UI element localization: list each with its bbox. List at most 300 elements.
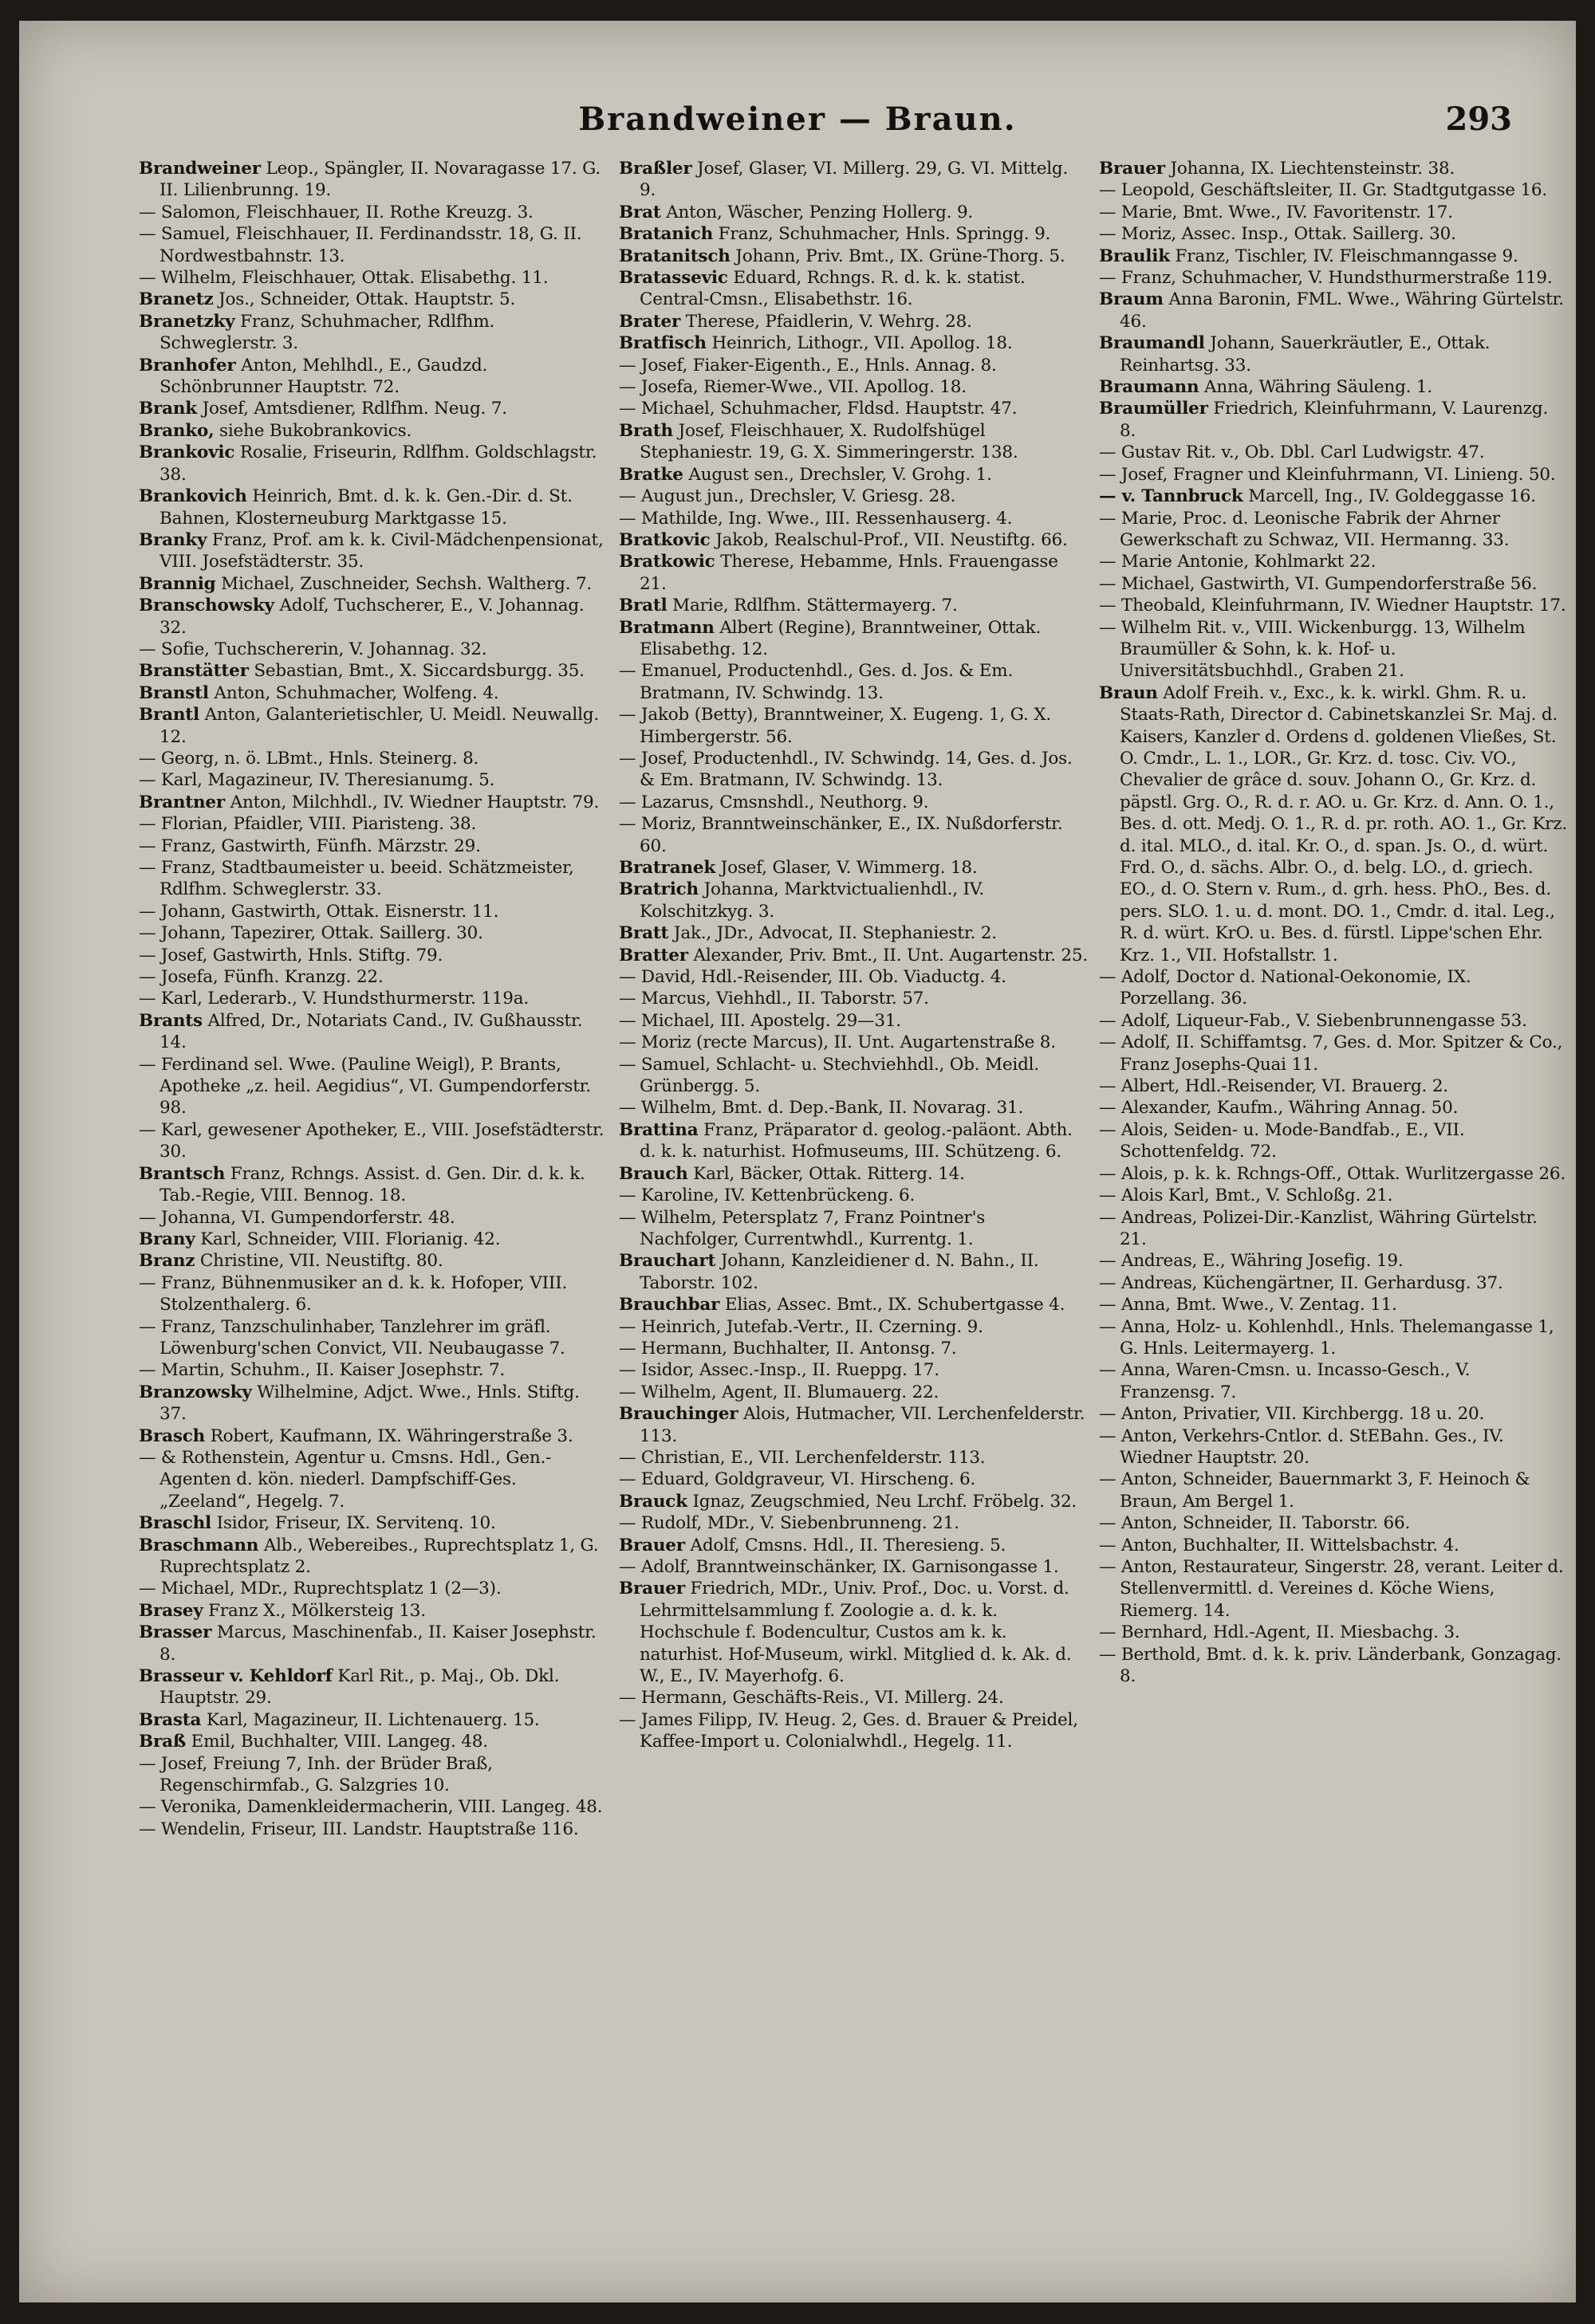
entry-details: — Johanna, VI. Gumpendorferstr. 48. — [139, 1207, 455, 1228]
entry-details: — Alois, Seiden- u. Mode-Bandfab., E., VII. Schottenfeldg. 72. — [1099, 1119, 1465, 1162]
entry-details: — Berthold, Bmt. d. k. k. priv. Länderbank, Gonzagag. 8. — [1099, 1644, 1562, 1687]
entry-details: Johanna, IX. Liechtensteinstr. 38. — [1164, 159, 1455, 179]
directory-entry — [139, 639, 608, 660]
directory-entry — [139, 1753, 608, 1797]
directory-entry — [619, 595, 1088, 616]
entry-surname: Branzowsky — [139, 1382, 252, 1402]
entry-details: — Florian, Pfaidler, VIII. Piaristeng. 38. — [139, 814, 477, 835]
directory-entry — [619, 1447, 1088, 1469]
entry-details: Eduard, Rchngs. R. d. k. k. statist. Central-Cmsn., Elisabethstr. 16. — [640, 268, 1026, 310]
entry-details: Alfred, Dr., Notariats Cand., IV. Gußhausstr. 14. — [160, 1010, 583, 1053]
entry-surname: Brank — [139, 399, 197, 419]
entry-surname: Braum — [1099, 289, 1164, 310]
directory-entry — [139, 922, 608, 944]
entry-details: Adolf, Tuchscherer, E., V. Johannag. 32. — [160, 596, 585, 638]
directory-entry — [139, 813, 608, 835]
directory-entry — [1099, 158, 1568, 179]
entry-details: Alexander, Priv. Bmt., II. Unt. Augartenstr. 25. — [687, 945, 1088, 965]
directory-entry — [1099, 1359, 1568, 1403]
directory-entry — [1099, 1185, 1568, 1206]
directory-entry — [1099, 267, 1568, 289]
entry-details: — Anton, Buchhalter, II. Wittelsbachstr. 4. — [1099, 1535, 1459, 1555]
entry-details: — Emanuel, Productenhdl., Ges. d. Jos. & Em. Bratmann, IV. Schwindg. 13. — [619, 661, 1014, 703]
entry-details: Wilhelmine, Adjct. Wwe., Hnls. Stiftg. 37. — [160, 1382, 580, 1425]
entry-details: — Samuel, Fleischhauer, II. Ferdinandsstr. 18, G. II. Nordwestbahnstr. 13. — [139, 224, 582, 266]
directory-entry — [619, 1250, 1088, 1294]
directory-entry — [139, 223, 608, 267]
directory-entry — [619, 945, 1088, 966]
entry-surname: Brauck — [619, 1491, 687, 1512]
entry-surname: Bratl — [619, 596, 668, 616]
entry-surname: Braun — [1099, 682, 1158, 703]
running-head: Brandweiner — Braun. — [578, 100, 1017, 138]
entry-details: — Karl, Lederarb., V. Hundsthurmerstr. 119a. — [139, 989, 529, 1009]
directory-entry — [139, 1512, 608, 1534]
directory-entry — [619, 1687, 1088, 1709]
entry-surname: Braumüller — [1099, 399, 1208, 419]
entry-surname: Brasser — [139, 1622, 212, 1643]
entry-details: Friedrich, MDr., Univ. Prof., Doc. u. Vorst. d. Lehrmittelsammlung f. Zoologie a. d. k. k. Hochschule f. Bodencultur, Custos am k. k. naturhist. Hof-Museum, wirkl. Mitglied d. k. Ak. d. W., E., IV. Mayerhofg. 6. — [640, 1579, 1072, 1687]
directory-entry — [619, 529, 1088, 551]
directory-entry — [1099, 1403, 1568, 1425]
directory-entry — [139, 1010, 608, 1054]
entry-surname: Branstätter — [139, 661, 249, 682]
directory-entry — [619, 1535, 1088, 1556]
directory-entry — [1099, 508, 1568, 552]
entry-details: Alb., Webereibes., Ruprechtsplatz 1, G. Ruprechtsplatz 2. — [160, 1535, 599, 1577]
entry-details: — Moriz (recte Marcus), II. Unt. Augartenstraße 8. — [619, 1032, 1056, 1053]
directory-entry — [619, 966, 1088, 988]
entry-details: Anna Baronin, FML. Wwe., Währing Gürtelstr. 46. — [1120, 289, 1564, 332]
directory-entry — [1099, 289, 1568, 332]
directory-entry — [1099, 1163, 1568, 1185]
directory-entry — [139, 1054, 608, 1119]
entry-details: — Andreas, E., Währing Josefig. 19. — [1099, 1251, 1404, 1272]
entry-details: — Josefa, Riemer-Wwe., VII. Apollog. 18. — [619, 377, 967, 398]
entry-details: Christine, VII. Neustiftg. 80. — [195, 1251, 443, 1272]
directory-entry — [1099, 1556, 1568, 1622]
directory-entry — [619, 704, 1088, 748]
directory-entry — [1099, 1032, 1568, 1075]
entry-surname: Brattina — [619, 1119, 699, 1140]
entry-surname: Brauer — [1099, 159, 1165, 179]
entry-details: — Leopold, Geschäftsleiter, II. Gr. Stadtgutgasse 16. — [1099, 180, 1548, 201]
entry-details: Jak., JDr., Advocat, II. Stephaniestr. 2. — [668, 923, 997, 944]
entry-surname: Brauer — [619, 1579, 685, 1599]
directory-entry — [139, 202, 608, 223]
directory-entry — [139, 988, 608, 1009]
directory-entry — [139, 573, 608, 595]
directory-entry — [139, 901, 608, 922]
entry-details: Therese, Hebamme, Hnls. Frauengasse 21. — [640, 552, 1058, 594]
directory-entry — [619, 922, 1088, 944]
entry-details: Jakob, Realschul-Prof., VII. Neustiftg. 66. — [710, 529, 1068, 550]
entry-details: — Karl, Magazineur, IV. Theresianumg. 5. — [139, 770, 495, 791]
entry-details: Friedrich, Kleinfuhrmann, V. Laurenzg. 8. — [1120, 399, 1549, 441]
entry-details: — Josef, Freiung 7, Inh. der Brüder Braß, Regenschirmfab., G. Salzgries 10. — [139, 1753, 493, 1796]
directory-entry — [139, 311, 608, 355]
entry-details: — Anna, Holz- u. Kohlenhdl., Hnls. Thelemangasse 1, G. Hnls. Leitermayerg. 1. — [1099, 1316, 1554, 1359]
entry-details: — Sofie, Tuchschererin, V. Johannag. 32. — [139, 639, 487, 659]
entry-details: — Ferdinand sel. Wwe. (Pauline Weigl), P. Brants, Apotheke „z. heil. Aegidius“, VI. Gumpendorferstr. 98. — [139, 1054, 592, 1119]
directory-entry — [139, 660, 608, 682]
entry-details: — Andreas, Küchengärtner, II. Gerhardusg. 37. — [1099, 1272, 1503, 1293]
entry-surname: Brantl — [139, 705, 199, 726]
entry-details: — Michael, Gastwirth, VI. Gumpendorferstraße 56. — [1099, 573, 1538, 594]
directory-entry — [1099, 1535, 1568, 1556]
directory-entry — [619, 1163, 1088, 1185]
entry-surname: Brasey — [139, 1600, 203, 1621]
entry-details: Albert (Regine), Branntweiner, Ottak. Elisabethg. 12. — [640, 617, 1042, 659]
entry-surname: Bratmann — [619, 617, 715, 638]
directory-entry — [139, 792, 608, 813]
directory-entry — [1099, 617, 1568, 682]
entry-surname: Branky — [139, 529, 207, 550]
directory-entry — [619, 223, 1088, 245]
directory-entry — [619, 1709, 1088, 1753]
entry-surname: Branz — [139, 1251, 195, 1272]
directory-entry — [619, 1010, 1088, 1032]
directory-entry — [1099, 179, 1568, 201]
entry-details: Franz, Präparator d. geolog.-paläont. Abth. d. k. k. naturhist. Hofmuseums, III. Schützeng. 6. — [640, 1119, 1073, 1162]
entry-details: — Salomon, Fleischhauer, II. Rothe Kreuzg. 3. — [139, 202, 534, 222]
entry-details: — Josefa, Fünfh. Kranzg. 22. — [139, 967, 384, 988]
page-number: 293 — [1445, 100, 1512, 138]
entry-details: Franz X., Mölkersteig 13. — [203, 1600, 426, 1621]
directory-entry — [1099, 1425, 1568, 1469]
directory-entry — [139, 1622, 608, 1665]
entry-details: — Heinrich, Jutefab.-Vertr., II. Czerning. 9. — [619, 1316, 983, 1337]
entry-details: — Jakob (Betty), Branntweiner, X. Eugeng. 1, G. X. Himbergerstr. 56. — [619, 705, 1051, 747]
directory-entry — [139, 420, 608, 442]
directory-entry — [139, 1359, 608, 1381]
entry-details: — Karl, gewesener Apotheker, E., VIII. Josefstädterstr. 30. — [139, 1119, 605, 1162]
entry-details: Elias, Assec. Bmt., IX. Schubertgasse 4. — [719, 1295, 1065, 1315]
directory-entry — [139, 836, 608, 857]
entry-details: — Johann, Tapezirer, Ottak. Saillerg. 30. — [139, 923, 483, 944]
entry-details: — Veronika, Damenkleidermacherin, VIII. Langeg. 48. — [139, 1797, 603, 1818]
entry-details: — Wilhelm, Agent, II. Blumauerg. 22. — [619, 1382, 939, 1402]
entry-surname: Bratranek — [619, 858, 716, 878]
entry-details: Isidor, Friseur, IX. Servitenq. 10. — [211, 1513, 496, 1534]
entry-surname: Branetzky — [139, 311, 235, 332]
directory-entry — [139, 158, 608, 202]
entry-details: — Samuel, Schlacht- u. Stechviehhdl., Ob. Meidl. Grünbergg. 5. — [619, 1054, 1039, 1097]
entry-details: Anton, Milchhdl., IV. Wiedner Hauptstr. 79. — [225, 792, 600, 812]
directory-entry — [139, 529, 608, 573]
entry-surname: Bratfisch — [619, 333, 707, 354]
directory-entry — [139, 1709, 608, 1731]
entry-surname: Braumandl — [1099, 333, 1205, 354]
entry-details: — Anna, Bmt. Wwe., V. Zentag. 11. — [1099, 1295, 1397, 1315]
entry-surname: Brants — [139, 1010, 203, 1031]
entry-details: Marcus, Maschinenfab., II. Kaiser Josephstr. 8. — [160, 1622, 597, 1665]
directory-entry — [619, 857, 1088, 879]
directory-entry — [139, 1207, 608, 1229]
entry-details: — Josef, Fiaker-Eigenth., E., Hnls. Annag. 8. — [619, 355, 997, 376]
column-2 — [619, 158, 1088, 2279]
directory-entry — [1099, 551, 1568, 572]
entry-surname: Brauchbar — [619, 1295, 720, 1315]
directory-entry — [139, 289, 608, 310]
directory-entry — [139, 1535, 608, 1579]
directory-entry — [139, 945, 608, 966]
directory-entry — [139, 1272, 608, 1316]
directory-entry — [1099, 464, 1568, 486]
column-3 — [1099, 158, 1568, 2279]
directory-entry — [1099, 1644, 1568, 1688]
entry-details: — Karoline, IV. Kettenbrückeng. 6. — [619, 1186, 916, 1206]
entry-surname: Brauch — [619, 1163, 688, 1184]
entry-details: — Alois, p. k. k. Rchngs-Off., Ottak. Wurlitzergasse 26. — [1099, 1163, 1566, 1184]
directory-entry — [619, 376, 1088, 398]
directory-entry — [1099, 376, 1568, 398]
entry-surname: Brany — [139, 1229, 195, 1249]
entry-details: — Alois Karl, Bmt., V. Schloßg. 21. — [1099, 1186, 1393, 1206]
entry-details: Franz, Schuhmacher, Rdlfhm. Schweglerstr. 3. — [160, 311, 495, 354]
entry-details: — Rudolf, MDr., V. Siebenbrunneng. 21. — [619, 1513, 959, 1534]
entry-details: Anton, Galanterietischler, U. Meidl. Neuwallg. 12. — [160, 705, 599, 747]
directory-entry — [1099, 202, 1568, 223]
directory-entry — [1099, 486, 1568, 507]
entry-surname: Branko, — [139, 420, 215, 441]
entry-details: — Christian, E., VII. Lerchenfelderstr. 113. — [619, 1447, 986, 1468]
directory-entry — [139, 748, 608, 769]
entry-details: Franz, Rchngs. Assist. d. Gen. Dir. d. k. k. Tab.-Regie, VIII. Bennog. 18. — [160, 1163, 585, 1206]
entry-details: Franz, Prof. am k. k. Civil-Mädchenpensionat, VIII. Josefstädterstr. 35. — [160, 529, 604, 572]
entry-details: Robert, Kaufmann, IX. Währingerstraße 3. — [205, 1425, 573, 1446]
entry-surname: Braschmann — [139, 1535, 259, 1555]
entry-details: — Anton, Restaurateur, Singerstr. 28, verant. Leiter d. Stellenvermittl. d. Vereines d. Köche Wiens, Riemerg. 14. — [1099, 1557, 1564, 1621]
entry-details: Johanna, Marktvictualienhdl., IV. Kolschitzkyg. 3. — [640, 879, 984, 922]
entry-details: — Michael, MDr., Ruprechtsplatz 1 (2—3). — [139, 1579, 502, 1599]
entry-details: — Franz, Bühnenmusiker an d. k. k. Hofoper, VIII. Stolzenthalerg. 6. — [139, 1272, 568, 1315]
directory-entry — [619, 1119, 1088, 1163]
entry-details: — Hermann, Buchhalter, II. Antonsg. 7. — [619, 1338, 957, 1359]
entry-details: Josef, Glaser, VI. Millerg. 29, G. VI. Mittelg. 9. — [640, 159, 1069, 201]
entry-surname: Branstl — [139, 682, 209, 703]
directory-entry — [619, 660, 1088, 704]
entry-details: — Andreas, Polizei-Dir.-Kanzlist, Währing Gürtelstr. 21. — [1099, 1207, 1538, 1249]
directory-entry — [619, 398, 1088, 419]
entry-details: Marie, Rdlfhm. Stättermayerg. 7. — [667, 596, 958, 616]
entry-details: Josef, Glaser, V. Wimmerg. 18. — [715, 858, 978, 878]
directory-entry — [619, 202, 1088, 223]
entry-details: — Anton, Verkehrs-Cntlor. d. StEBahn. Ges., IV. Wiedner Hauptstr. 20. — [1099, 1425, 1504, 1468]
entry-details: Franz, Tischler, IV. Fleischmanngasse 9. — [1169, 246, 1518, 266]
entry-surname: Braschl — [139, 1513, 212, 1534]
entry-details: — Lazarus, Cmsnshdl., Neuthorg. 9. — [619, 792, 929, 812]
directory-entry — [619, 813, 1088, 857]
entry-details: Anton, Schuhmacher, Wolfeng. 4. — [208, 682, 499, 703]
entry-surname: Brauchinger — [619, 1404, 738, 1425]
entry-details: Sebastian, Bmt., X. Siccardsburgg. 35. — [248, 661, 585, 682]
entry-details: — Anton, Privatier, VII. Kirchbergg. 18 u. 20. — [1099, 1404, 1485, 1425]
directory-entry — [619, 246, 1088, 267]
entry-details: — Georg, n. ö. LBmt., Hnls. Steinerg. 8. — [139, 748, 479, 769]
entry-details: Michael, Zuschneider, Sechsh. Waltherg. 7. — [215, 573, 593, 594]
entry-details: — Moriz, Branntweinschänker, E., IX. Nußdorferstr. 60. — [619, 814, 1063, 856]
directory-entry — [619, 617, 1088, 661]
directory-entry — [619, 1578, 1088, 1687]
directory-entry — [619, 332, 1088, 354]
directory-entry — [619, 1556, 1088, 1578]
entry-details: Johann, Priv. Bmt., IX. Grüne-Thorg. 5. — [730, 246, 1065, 266]
directory-entry — [139, 857, 608, 901]
directory-entry — [619, 792, 1088, 813]
entry-surname: Bratkowic — [619, 552, 715, 572]
entry-details: Rosalie, Friseurin, Rdlfhm. Goldschlagstr. 38. — [160, 442, 597, 485]
directory-entry — [1099, 1010, 1568, 1032]
directory-entry — [139, 1447, 608, 1512]
directory-entry — [1099, 1119, 1568, 1163]
entry-surname: Brantsch — [139, 1163, 226, 1184]
column-1 — [139, 158, 608, 2279]
entry-surname: Bratrich — [619, 879, 699, 900]
entry-details: Karl, Schneider, VIII. Florianig. 42. — [195, 1229, 501, 1249]
directory-entry — [619, 1294, 1088, 1315]
entry-surname: Branschowsky — [139, 596, 274, 616]
directory-entry — [619, 1382, 1088, 1403]
directory-entry — [1099, 595, 1568, 616]
entry-surname: Bratkovic — [619, 529, 711, 550]
entry-details: Josef, Amtsdiener, Rdlfhm. Neug. 7. — [196, 399, 507, 419]
entry-details: Heinrich, Lithogr., VII. Apollog. 18. — [706, 333, 1013, 354]
entry-details: — Adolf, II. Schiffamtsg. 7, Ges. d. Mor. Spitzer & Co., Franz Josephs-Quai 11. — [1099, 1032, 1563, 1075]
directory-entry — [139, 1250, 608, 1272]
directory-entry — [139, 398, 608, 419]
directory-entry — [619, 1054, 1088, 1098]
directory-entry — [1099, 966, 1568, 1010]
directory-entry — [139, 267, 608, 289]
directory-entry — [139, 1796, 608, 1818]
directory-entry — [619, 1207, 1088, 1251]
entry-details: — Anna, Waren-Cmsn. u. Incasso-Gesch., V. Franzensg. 7. — [1099, 1360, 1471, 1402]
entry-details: — Franz, Schuhmacher, V. Hundsthurmerstraße 119. — [1099, 268, 1553, 289]
directory-entry — [619, 420, 1088, 464]
directory-entry — [139, 1229, 608, 1250]
directory-entry — [619, 1403, 1088, 1447]
directory-entry — [619, 1316, 1088, 1338]
entry-surname: Branhofer — [139, 355, 236, 376]
entry-details: — Marie, Proc. d. Leonische Fabrik der Ahrner Gewerkschaft zu Schwaz, VII. Hermanng. 33. — [1099, 508, 1510, 550]
entry-surname: Bratter — [619, 945, 688, 965]
directory-entry — [139, 355, 608, 399]
entry-surname: Brankovic — [139, 442, 235, 463]
directory-entry — [139, 442, 608, 486]
entry-details: — Anton, Schneider, Bauernmarkt 3, F. Heinoch & Braun, Am Bergel 1. — [1099, 1469, 1530, 1512]
directory-entry — [1099, 223, 1568, 245]
entry-details: — & Rothenstein, Agentur u. Cmsns. Hdl., Gen.-Agenten d. kön. niederl. Dampfschiff-Ges. „Zeeland“, Hegelg. 7. — [139, 1447, 552, 1512]
directory-entry — [139, 1819, 608, 1840]
directory-entry — [619, 311, 1088, 332]
page-header — [19, 100, 1576, 148]
directory-entry — [619, 1469, 1088, 1490]
entry-surname: Braumann — [1099, 377, 1199, 398]
directory-entry — [1099, 1075, 1568, 1097]
entry-details: — Martin, Schuhm., II. Kaiser Josephstr. 7. — [139, 1360, 506, 1381]
entry-details: Leop., Spängler, II. Novaragasse 17. G. II. Lilienbrunng. 19. — [160, 159, 601, 201]
directory-entry — [139, 1119, 608, 1163]
entry-details: — Josef, Productenhdl., IV. Schwindg. 14, Ges. d. Jos. & Em. Bratmann, IV. Schwindg. 13. — [619, 748, 1073, 791]
directory-entry — [1099, 1097, 1568, 1119]
entry-surname: Braßler — [619, 159, 692, 179]
entry-details: Karl, Bäcker, Ottak. Ritterg. 14. — [687, 1163, 965, 1184]
entry-surname: Bratassevic — [619, 268, 728, 289]
entry-details: Emil, Buchhalter, VIII. Langeg. 48. — [185, 1732, 488, 1752]
directory-entry — [1099, 442, 1568, 463]
entry-details: — Eduard, Goldgraveur, VI. Hirscheng. 6. — [619, 1469, 976, 1490]
directory-page — [19, 21, 1576, 2302]
entry-details: Johann, Sauerkräutler, E., Ottak. Reinhartsg. 33. — [1120, 333, 1491, 376]
entry-details: Anton, Mehlhdl., E., Gaudzd. Schönbrunner Hauptstr. 72. — [160, 355, 488, 398]
directory-entry — [619, 988, 1088, 1009]
entry-surname: Brasseur v. Kehldorf — [139, 1666, 333, 1687]
directory-entry — [1099, 332, 1568, 376]
directory-entry — [619, 486, 1088, 507]
directory-entry — [1099, 573, 1568, 595]
entry-details: Adolf Freih. v., Exc., k. k. wirkl. Ghm. R. u. Staats-Rath, Director d. Cabinetskanzlei Sr. Maj. d. Kaisers, Kanzler d. Ordens d. goldenen Vließes, St. O. Cmdr., L. 1., LOR., Gr. Krz. d. tosc. Civ. VO., Chevalier de grâce d. souv. Johann O., Gr. Krz. d. päpstl. Grg. O., R. d. r. AO. u. Gr. Krz. d. Ann. O. 1., Bes. d. ott. Medj. O. 1., R. d. pr. roth. AO. 1., Gr. Krz. d. ital. MLO., d. ital. Kr. O., d. span. Js. O., d. würt. Frd. O., d. sächs. Albr. O., d. belg. LO., d. griech. EO., d. O. Stern v. Rum., d. grh. hess. PhO., Bes. d. pers. SLO. 1. u. d. mont. DO. 1., Cmdr. d. ital. Leg., R. d. würt. KrO. u. Bes. d. fürstl. Lippe'schen Ehr. Krz. 1., VII. Hofstallstr. 1. — [1120, 682, 1568, 965]
directory-entry — [1099, 246, 1568, 267]
entry-details: — Wilhelm Rit. v., VIII. Wickenburgg. 13, Wilhelm Braumüller & Sohn, k. k. Hof- u. Universitätsbuchhdl., Graben 21. — [1099, 617, 1526, 682]
directory-entry — [1099, 1294, 1568, 1315]
entry-details: — Wilhelm, Fleischhauer, Ottak. Elisabethg. 11. — [139, 268, 549, 289]
entry-details: — Bernhard, Hdl.-Agent, II. Miesbachg. 3. — [1099, 1622, 1460, 1643]
entry-surname: Brasta — [139, 1709, 202, 1730]
directory-entry — [619, 355, 1088, 376]
entry-surname: Brasch — [139, 1425, 206, 1446]
directory-entry — [619, 508, 1088, 529]
entry-details: Therese, Pfaidlerin, V. Wehrg. 28. — [680, 311, 972, 332]
entry-surname: Brat — [619, 202, 661, 222]
entry-details: — Michael, Schuhmacher, Fldsd. Hauptstr. 47. — [619, 399, 1018, 419]
entry-details: Adolf, Cmsns. Hdl., II. Theresieng. 5. — [684, 1535, 1006, 1555]
directory-entry — [139, 682, 608, 704]
entry-details: — Isidor, Assec.-Insp., II. Rueppg. 17. — [619, 1360, 939, 1381]
entry-details: siehe Bukobrankovics. — [214, 420, 412, 441]
entry-details: — Wilhelm, Petersplatz 7, Franz Pointner's Nachfolger, Currentwhdl., Kurrentg. 1. — [619, 1207, 986, 1249]
entry-details: Johann, Kanzleidiener d. N. Bahn., II. Taborstr. 102. — [640, 1251, 1039, 1293]
entry-details: — Albert, Hdl.-Reisender, VI. Brauerg. 2. — [1099, 1076, 1448, 1097]
entry-surname: Brandweiner — [139, 159, 261, 179]
entry-surname: Brath — [619, 420, 673, 441]
directory-entry — [1099, 1250, 1568, 1272]
entry-surname: Brantner — [139, 792, 226, 812]
entry-details: — Adolf, Liqueur-Fab., V. Siebenbrunnengasse 53. — [1099, 1010, 1527, 1031]
directory-entry — [619, 1338, 1088, 1359]
entry-details: — Wilhelm, Bmt. d. Dep.-Bank, II. Novarag. 31. — [619, 1098, 1024, 1119]
entry-details: Josef, Fleischhauer, X. Rudolfshügel Stephaniestr. 19, G. X. Simmeringerstr. 138. — [640, 420, 1018, 463]
entry-surname: Bratanich — [619, 224, 714, 245]
entry-details: Ignaz, Zeugschmied, Neu Lrchf. Fröbelg. 32. — [687, 1491, 1077, 1512]
directory-entry — [139, 769, 608, 791]
directory-entry — [139, 966, 608, 988]
directory-entry — [1099, 1316, 1568, 1360]
directory-entry — [619, 1491, 1088, 1512]
entry-surname: Braulik — [1099, 246, 1170, 266]
entry-details: Karl, Magazineur, II. Lichtenauerg. 15. — [201, 1709, 540, 1730]
entry-details: — Marie, Bmt. Wwe., IV. Favoritenstr. 17. — [1099, 202, 1453, 222]
entry-details: — Johann, Gastwirth, Ottak. Eisnerstr. 11. — [139, 901, 499, 922]
directory-entry — [139, 1316, 608, 1360]
directory-entry — [139, 486, 608, 529]
entry-details: — James Filipp, IV. Heug. 2, Ges. d. Brauer & Preidel, Kaffee-Import u. Colonialwhdl., Hegelg. 11. — [619, 1709, 1078, 1752]
directory-entry — [619, 1185, 1088, 1206]
entry-surname: Bratanitsch — [619, 246, 731, 266]
directory-entry — [1099, 1469, 1568, 1512]
directory-entry — [139, 1600, 608, 1622]
entry-details: — Moriz, Assec. Insp., Ottak. Saillerg. 30. — [1099, 224, 1456, 245]
